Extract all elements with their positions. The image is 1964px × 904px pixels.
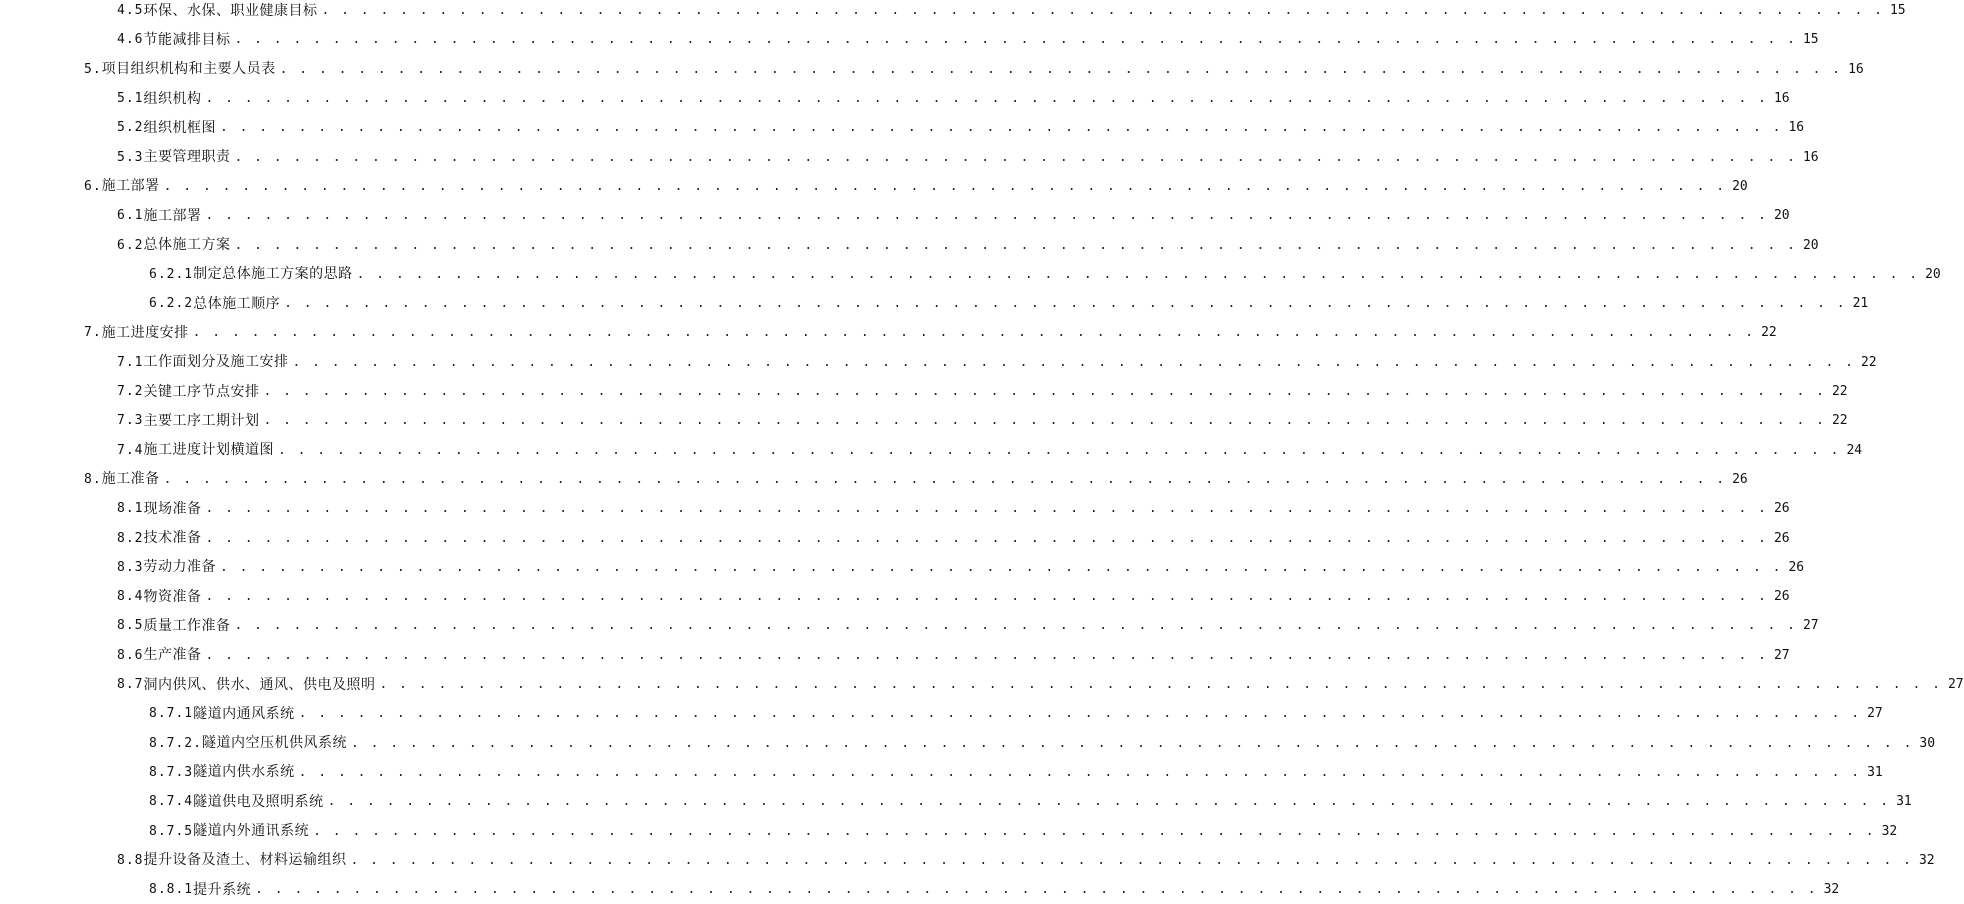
toc-entry-page: 22: [1831, 413, 1848, 429]
toc-entry-page: 16: [1788, 120, 1805, 136]
dot-leader: . . . . . . . . . . . . . . . . . . . . . . . . . . . . . . . . . . . . . . . . . . . . . . . . . . . . . . . . . . . . . . . . . . . . . . . . . . . . . . . .: [219, 120, 1783, 136]
toc-entry-title: 物资准备: [143, 588, 202, 605]
toc-entry[interactable]: [0, 25, 1819, 54]
toc-entry-number: 8.: [84, 471, 102, 487]
dot-leader: . . . . . . . . . . . . . . . . . . . . . . . . . . . . . . . . . . . . . . . . . . . . . . . . . . . . . . . . . . . . . . . . . . . . . . . . . . . . . . . .: [298, 706, 1862, 722]
dot-leader: . . . . . . . . . . . . . . . . . . . . . . . . . . . . . . . . . . . . . . . . . . . . . . . . . . . . . . . . . . . . . . . . . . . . . . . . . . . . . . . .: [263, 384, 1826, 400]
toc-entry-number: 4.6: [117, 32, 144, 48]
dot-leader: . . . . . . . . . . . . . . . . . . . . . . . . . . . . . . . . . . . . . . . . . . . . . . . . . . . . . . . . . . . . . . . . . . . . . . . . . . . . . . . .: [163, 471, 1727, 487]
toc-entry[interactable]: [0, 582, 1790, 611]
toc-entry-number: 8.1: [117, 501, 144, 517]
toc-entry-title: 生产准备: [143, 647, 202, 664]
toc-entry[interactable]: [0, 348, 1877, 377]
dot-leader: . . . . . . . . . . . . . . . . . . . . . . . . . . . . . . . . . . . . . . . . . . . . . . . . . . . . . . . . . . . . . . . . . . . . . . . . . . . . . . . .: [255, 882, 1818, 898]
dot-leader: . . . . . . . . . . . . . . . . . . . . . . . . . . . . . . . . . . . . . . . . . . . . . . . . . . . . . . . . . . . . . . . . . . . . . . . . . . . . . . . .: [205, 589, 1768, 605]
toc-entry-title: 施工进度安排: [101, 324, 189, 341]
toc-entry[interactable]: [0, 201, 1790, 230]
toc-entry[interactable]: [0, 611, 1819, 640]
toc-entry-title: 隧道内通风系统: [193, 705, 295, 722]
dot-leader: . . . . . . . . . . . . . . . . . . . . . . . . . . . . . . . . . . . . . . . . . . . . . . . . . . . . . . . . . . . . . . . . . . . . . . . . . . . . . . . .: [279, 61, 1843, 77]
toc-entry[interactable]: [0, 670, 1964, 699]
dot-leader: . . . . . . . . . . . . . . . . . . . . . . . . . . . . . . . . . . . . . . . . . . . . . . . . . . . . . . . . . . . . . . . . . . . . . . . . . . . . . . . .: [379, 677, 1942, 693]
toc-entry-number: 5.3: [117, 149, 144, 165]
dot-leader: . . . . . . . . . . . . . . . . . . . . . . . . . . . . . . . . . . . . . . . . . . . . . . . . . . . . . . . . . . . . . . . . . . . . . . . . . . . . . . . .: [327, 794, 1891, 810]
dot-leader: . . . . . . . . . . . . . . . . . . . . . . . . . . . . . . . . . . . . . . . . . . . . . . . . . . . . . . . . . . . . . . . . . . . . . . . . . . . . . . . .: [192, 325, 1756, 341]
toc-entry-title: 工作面划分及施工安排: [143, 354, 289, 371]
toc-entry-title: 节能减排目标: [143, 31, 231, 48]
toc-entry-number: 7.: [84, 325, 102, 341]
toc-entry[interactable]: [0, 377, 1848, 406]
toc-entry-page: 26: [1773, 501, 1790, 517]
toc-entry-title: 技术准备: [143, 530, 202, 547]
toc-entry[interactable]: [0, 494, 1790, 523]
toc-entry-title: 劳动力准备: [143, 559, 216, 576]
toc-entry[interactable]: [0, 230, 1819, 259]
toc-entry-title: 隧道内外通讯系统: [193, 823, 310, 840]
toc-entry-title: 施工准备: [101, 471, 160, 488]
toc-entry-number: 8.4: [117, 589, 144, 605]
toc-entry[interactable]: [0, 816, 1898, 845]
toc-entry-title: 主要工序工期计划: [143, 412, 260, 429]
dot-leader: . . . . . . . . . . . . . . . . . . . . . . . . . . . . . . . . . . . . . . . . . . . . . . . . . . . . . . . . . . . . . . . . . . . . . . . . . . . . . . . .: [350, 735, 1914, 751]
toc-entry-page: 32: [1881, 823, 1898, 839]
toc-entry-title: 质量工作准备: [143, 617, 231, 634]
toc-entry-page: 24: [1846, 442, 1863, 458]
toc-entry-title: 关键工序节点安排: [143, 383, 260, 400]
toc-entry-title: 施工部署: [143, 207, 202, 224]
toc-entry[interactable]: [0, 846, 1935, 875]
dot-leader: . . . . . . . . . . . . . . . . . . . . . . . . . . . . . . . . . . . . . . . . . . . . . . . . . . . . . . . . . . . . . . . . . . . . . . . . . . . . . . . .: [205, 208, 1768, 224]
toc-entry-number: 8.7: [117, 677, 144, 693]
toc-entry[interactable]: [0, 523, 1790, 552]
toc-entry-title: 项目组织机构和主要人员表: [101, 61, 276, 78]
toc-entry-number: 8.8.1: [149, 882, 194, 898]
toc-entry-number: 8.3: [117, 559, 144, 575]
dot-leader: . . . . . . . . . . . . . . . . . . . . . . . . . . . . . . . . . . . . . . . . . . . . . . . . . . . . . . . . . . . . . . . . . . . . . . . . . . . . . . . .: [219, 559, 1783, 575]
dot-leader: . . . . . . . . . . . . . . . . . . . . . . . . . . . . . . . . . . . . . . . . . . . . . . . . . . . . . . . . . . . . . . . . . . . . . . . . . . . . . . . .: [298, 764, 1862, 780]
toc-entry[interactable]: [0, 289, 1869, 318]
dot-leader: . . . . . . . . . . . . . . . . . . . . . . . . . . . . . . . . . . . . . . . . . . . . . . . . . . . . . . . . . . . . . . . . . . . . . . . . . . . . . . . .: [234, 237, 1797, 253]
toc-entry[interactable]: [0, 318, 1777, 347]
dot-leader: . . . . . . . . . . . . . . . . . . . . . . . . . . . . . . . . . . . . . . . . . . . . . . . . . . . . . . . . . . . . . . . . . . . . . . . . . . . . . . . .: [163, 178, 1727, 194]
toc-entry-page: 26: [1773, 589, 1790, 605]
toc-entry-page: 20: [1732, 178, 1748, 194]
toc-entry-page: 26: [1732, 471, 1748, 487]
toc-entry-page: 22: [1831, 384, 1848, 400]
toc-entry-number: 6.2: [117, 237, 144, 253]
toc-entry[interactable]: [0, 641, 1790, 670]
toc-entry-number: 7.1: [117, 354, 144, 370]
toc-entry-number: 6.: [84, 178, 102, 194]
toc-entry-title: 主要管理职责: [143, 149, 231, 166]
toc-entry-page: 16: [1802, 149, 1819, 165]
toc-entry-number: 6.1: [117, 208, 144, 224]
toc-entry-page: 27: [1947, 677, 1964, 693]
toc-entry-title: 总体施工方案: [143, 237, 231, 254]
toc-entry[interactable]: [0, 553, 1805, 582]
dot-leader: . . . . . . . . . . . . . . . . . . . . . . . . . . . . . . . . . . . . . . . . . . . . . . . . . . . . . . . . . . . . . . . . . . . . . . . . . . . . . . . .: [234, 149, 1797, 165]
toc-entry[interactable]: [0, 699, 1883, 728]
dot-leader: . . . . . . . . . . . . . . . . . . . . . . . . . . . . . . . . . . . . . . . . . . . . . . . . . . . . . . . . . . . . . . . . . . . . . . . . . . . . . . . .: [350, 852, 1913, 868]
toc-entry[interactable]: [0, 113, 1805, 142]
toc-entry[interactable]: [0, 172, 1748, 201]
dot-leader: . . . . . . . . . . . . . . . . . . . . . . . . . . . . . . . . . . . . . . . . . . . . . . . . . . . . . . . . . . . . . . . . . . . . . . . . . . . . . . . .: [292, 354, 1855, 370]
toc-entry-page: 22: [1860, 354, 1877, 370]
toc-entry[interactable]: [0, 260, 1941, 289]
toc-entry-number: 7.4: [117, 442, 144, 458]
toc-entry-title: 施工部署: [101, 178, 160, 195]
toc-entry-page: 15: [1802, 32, 1819, 48]
toc-entry[interactable]: [0, 465, 1748, 494]
toc-entry-page: 27: [1802, 618, 1819, 634]
dot-leader: . . . . . . . . . . . . . . . . . . . . . . . . . . . . . . . . . . . . . . . . . . . . . . . . . . . . . . . . . . . . . . . . . . . . . . . . . . . . . . . .: [205, 501, 1768, 517]
toc-entry-number: 6.2.1: [149, 266, 194, 282]
toc-entry-title: 提升设备及渣土、材料运输组织: [143, 852, 347, 869]
dot-leader: . . . . . . . . . . . . . . . . . . . . . . . . . . . . . . . . . . . . . . . . . . . . . . . . . . . . . . . . . . . . . . . . . . . . . . . . . . . . . . . .: [234, 618, 1797, 634]
toc-entry-page: 15: [1889, 3, 1906, 19]
toc-entry[interactable]: [0, 143, 1819, 172]
toc-entry[interactable]: [0, 0, 1906, 25]
toc-entry-title: 提升系统: [193, 881, 252, 898]
toc-entry-number: 8.7.5: [149, 823, 194, 839]
toc-entry-title: 组织机框图: [143, 119, 216, 136]
toc-entry-page: 20: [1925, 266, 1941, 282]
toc-entry-number: 6.2.2: [149, 296, 194, 312]
toc-entry-title: 隧道内空压机供风系统: [201, 735, 347, 752]
toc-entry[interactable]: [0, 758, 1883, 787]
toc-entry-title: 环保、水保、职业健康目标: [143, 2, 318, 19]
toc-entry-page: 31: [1896, 794, 1912, 810]
toc-entry-number: 8.8: [117, 852, 144, 868]
toc-entry-number: 8.7.2.: [149, 735, 202, 751]
toc-entry-number: 4.5: [117, 3, 144, 19]
toc-entry-number: 5.2: [117, 120, 144, 136]
toc-entry-number: 8.5: [117, 618, 144, 634]
toc-entry-page: 26: [1773, 530, 1790, 546]
toc-entry-page: 27: [1773, 647, 1790, 663]
toc-entry[interactable]: [0, 875, 1840, 904]
toc-entry-number: 5.1: [117, 91, 144, 107]
toc-entry-page: 22: [1761, 325, 1777, 341]
toc-entry-title: 隧道供电及照明系统: [193, 793, 324, 810]
toc-entry-page: 32: [1918, 852, 1935, 868]
toc-entry-number: 7.2: [117, 384, 144, 400]
toc-entry-title: 洞内供风、供水、通风、供电及照明: [143, 676, 376, 693]
toc-entry-page: 21: [1852, 296, 1869, 312]
dot-leader: . . . . . . . . . . . . . . . . . . . . . . . . . . . . . . . . . . . . . . . . . . . . . . . . . . . . . . . . . . . . . . . . . . . . . . . . . . . . . . . .: [205, 91, 1768, 107]
toc-entry-title: 施工进度计划横道图: [143, 442, 274, 459]
dot-leader: . . . . . . . . . . . . . . . . . . . . . . . . . . . . . . . . . . . . . . . . . . . . . . . . . . . . . . . . . . . . . . . . . . . . . . . . . . . . . . . .: [321, 3, 1884, 19]
toc-entry-number: 8.7.4: [149, 794, 194, 810]
toc-entry[interactable]: [0, 55, 1864, 84]
toc-entry-page: 16: [1773, 91, 1790, 107]
toc-entry[interactable]: [0, 787, 1912, 816]
toc-entry-page: 16: [1848, 61, 1864, 77]
dot-leader: . . . . . . . . . . . . . . . . . . . . . . . . . . . . . . . . . . . . . . . . . . . . . . . . . . . . . . . . . . . . . . . . . . . . . . . . . . . . . . . .: [205, 647, 1768, 663]
toc-entry-page: 26: [1788, 559, 1805, 575]
toc-entry-title: 组织机构: [143, 90, 202, 107]
toc-entry-title: 制定总体施工方案的思路: [193, 266, 353, 283]
toc-entry-page: 20: [1802, 237, 1819, 253]
toc-entry-number: 8.6: [117, 647, 144, 663]
dot-leader: . . . . . . . . . . . . . . . . . . . . . . . . . . . . . . . . . . . . . . . . . . . . . . . . . . . . . . . . . . . . . . . . . . . . . . . . . . . . . . . .: [234, 32, 1797, 48]
toc-entry-title: 总体施工顺序: [193, 295, 281, 312]
toc-entry-page: 31: [1867, 764, 1883, 780]
dot-leader: . . . . . . . . . . . . . . . . . . . . . . . . . . . . . . . . . . . . . . . . . . . . . . . . . . . . . . . . . . . . . . . . . . . . . . . . . . . . . . . .: [205, 530, 1768, 546]
toc-entry-title: 隧道内供水系统: [193, 764, 295, 781]
dot-leader: . . . . . . . . . . . . . . . . . . . . . . . . . . . . . . . . . . . . . . . . . . . . . . . . . . . . . . . . . . . . . . . . . . . . . . . . . . . . . . . .: [313, 823, 1876, 839]
toc-entry-number: 8.2: [117, 530, 144, 546]
toc-entry-page: 20: [1773, 208, 1790, 224]
toc-entry-number: 8.7.1: [149, 706, 194, 722]
toc-entry-page: 32: [1823, 882, 1840, 898]
toc-entry-number: 5.: [84, 61, 102, 77]
toc-entry[interactable]: [0, 406, 1848, 435]
dot-leader: . . . . . . . . . . . . . . . . . . . . . . . . . . . . . . . . . . . . . . . . . . . . . . . . . . . . . . . . . . . . . . . . . . . . . . . . . . . . . . . .: [277, 442, 1841, 458]
toc-entry-number: 8.7.3: [149, 764, 194, 780]
toc-entry-page: 30: [1919, 735, 1936, 751]
dot-leader: . . . . . . . . . . . . . . . . . . . . . . . . . . . . . . . . . . . . . . . . . . . . . . . . . . . . . . . . . . . . . . . . . . . . . . . . . . . . . . . .: [263, 413, 1826, 429]
toc-entry-number: 7.3: [117, 413, 144, 429]
dot-leader: . . . . . . . . . . . . . . . . . . . . . . . . . . . . . . . . . . . . . . . . . . . . . . . . . . . . . . . . . . . . . . . . . . . . . . . . . . . . . . . .: [356, 266, 1920, 282]
dot-leader: . . . . . . . . . . . . . . . . . . . . . . . . . . . . . . . . . . . . . . . . . . . . . . . . . . . . . . . . . . . . . . . . . . . . . . . . . . . . . . . .: [284, 296, 1847, 312]
toc-entry-title: 现场准备: [143, 500, 202, 517]
toc-entry-page: 27: [1867, 706, 1883, 722]
toc-entry[interactable]: [0, 729, 1936, 758]
toc-entry[interactable]: [0, 84, 1790, 113]
toc-entry[interactable]: [0, 436, 1863, 465]
